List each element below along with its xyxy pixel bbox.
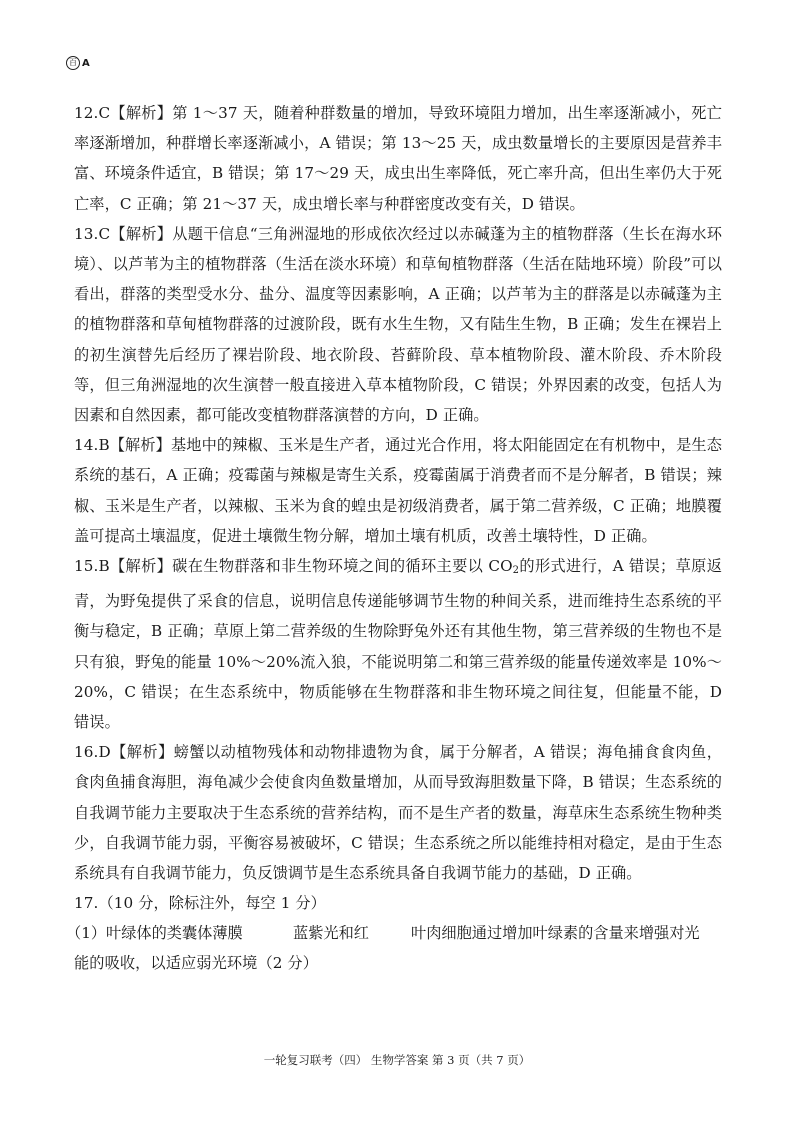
answer-16: 16.D【解析】螃蟹以动植物残体和动物排遗物为食，属于分解者，A 错误；海龟捕食食肉鱼，食肉鱼捕食海胆，海龟减少会使食肉鱼数量增加，从而导致海胆数量下降，B 错误；生态系统的自我调节能力主要取决于生态系统的营养结构，而不是生产者的数量，海草床生态系统生物种类少，自我调节能力弱，平衡容易被破坏，C 错误；生态系统之所以能维持相对稳定，是由于生态系统具有自我调节能力，负反馈调节是生态系统具备自我调节能力的基础，D 正确。 [74, 743, 722, 883]
logo-circle-icon [66, 56, 80, 70]
answer-17-1-b: 蓝紫光和红 [293, 924, 369, 943]
logo-glyph: 百 [69, 58, 77, 67]
logo-letter: A [82, 57, 90, 69]
answer-15-part1: 15.B【解析】碳在生物群落和非生物环境之间的循环主要以 CO [74, 557, 513, 576]
logo [66, 56, 90, 70]
answer-17-1-c: 叶肉细胞通过增加叶绿素的含量来增强对光 [411, 924, 700, 943]
answer-14: 14.B【解析】基地中的辣椒、玉米是生产者，通过光合作用，将太阳能固定在有机物中，是生态系统的基石，A 正确；疫霉菌与辣椒是寄生关系，疫霉菌属于消费者而不是分解者，B 错误；辣椒、玉米是生产者，以辣椒、玉米为食的蝗虫是初级消费者，属于第二营养级，C 正确；地膜覆盖可提高土壤温度，促进土壤微生物分解，增加土壤有机质，改善土壤特性，D 正确。 [74, 436, 722, 545]
co2-subscript: 2 [512, 565, 520, 577]
answer-12: 12.C【解析】第 1～37 天，随着种群数量的增加，导致环境阻力增加，出生率逐渐减小，死亡率逐渐增加，种群增长率逐渐减小，A 错误；第 13～25 天，成虫数量增长的主要原因是营养丰富、环境条件适宜，B 错误；第 17～29 天，成虫出生率降低，死亡率升高，但出生率仍大于死亡率，C 正确；第 21～37 天，成虫增长率与种群密度改变有关，D 错误。 [74, 104, 722, 213]
page-footer: 一轮复习联考（四） 生物学答案 第 3 页（共 7 页） [263, 1053, 531, 1067]
answer-17-1-a: （1）叶绿体的类囊体薄膜 [66, 924, 243, 943]
answer-17-1-line2: 能的吸收，以适应弱光环境（2 分） [74, 954, 319, 973]
answer-content [66, 98, 722, 979]
answer-15 [74, 551, 722, 737]
answer-13: 13.C【解析】从题干信息“三角洲湿地的形成依次经过以赤碱蓬为主的植物群落（生长在海水环境）、以芦苇为主的植物群落（生活在淡水环境）和草甸植物群落（生活在陆地环境）阶段”可以看出，群落的类型受水分、盐分、温度等因素影响，A 正确；以芦苇为主的群落是以赤碱蓬为主的植物群落和草甸植物群落的过渡阶段，既有水生生物，又有陆生生物，B 正确；发生在裸岩上的初生演替先后经历了裸岩阶段、地衣阶段、苔藓阶段、草本植物阶段、灌木阶段、乔木阶段等，但三角洲湿地的次生演替一般直接进入草本植物阶段，C 错误；外界因素的改变，包括人为因素和自然因素，都可能改变植物群落演替的方向，D 正确。 [74, 224, 722, 425]
answer-17-header: 17.（10 分，除标注外，每空 1 分） [74, 894, 326, 913]
answer-15-part2: 的形式进行，A 错误；草原返青，为野兔提供了采食的信息，说明信息传递能够调节生物的种间关系，进而维持生态系统的平衡与稳定，B 正确；草原上第二营养级的生物除野兔外还有其他生物，第三营养级的生物也不是只有狼，野兔的能量 10%～20%流入狼，不能说明第二和第三营养级的能量传递效率是 10%～20%，C 错误；在生态系统中，物质能够在生物群落和非生物环境之间往复，但能量不能，D 错误。 [74, 557, 722, 732]
answer-17-1-line1 [66, 918, 722, 948]
